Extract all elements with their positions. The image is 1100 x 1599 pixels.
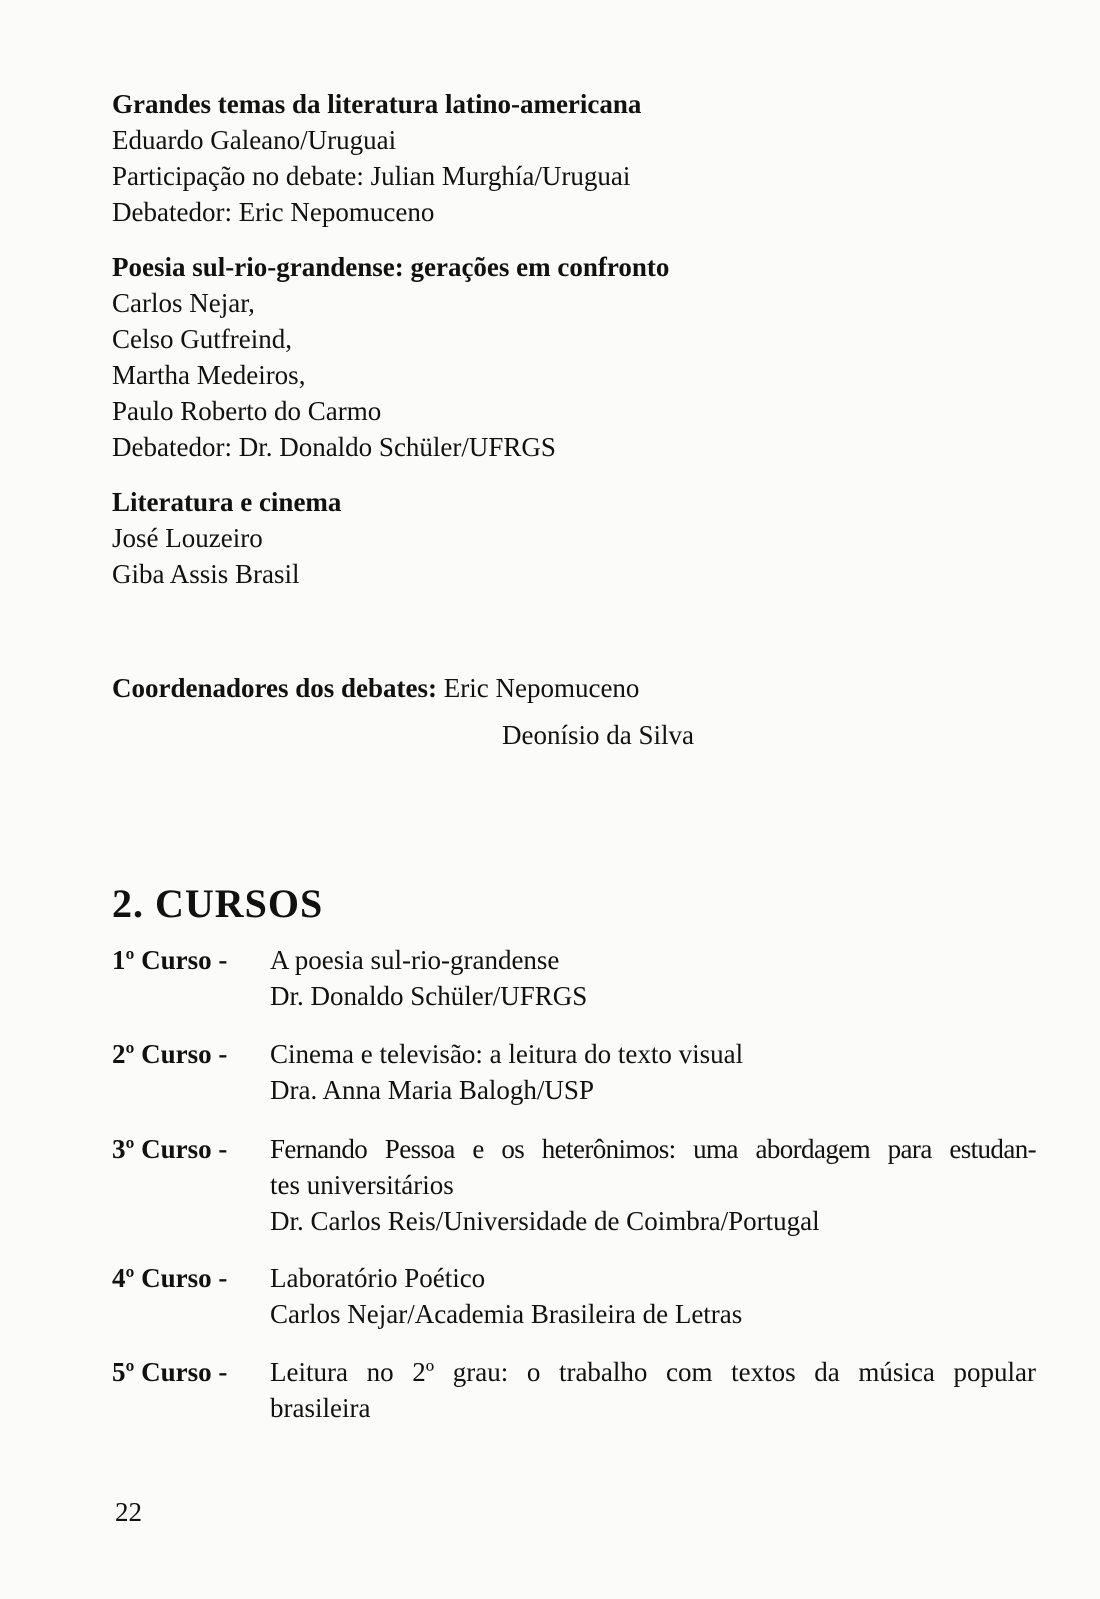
course-label: 5º Curso - — [112, 1357, 228, 1387]
coordinators-label: Coordenadores dos debates: — [112, 673, 438, 703]
course-line: tes universitários — [270, 1170, 454, 1200]
course-label: 3º Curso - — [112, 1134, 228, 1164]
course-line: Dr. Donaldo Schüler/UFRGS — [270, 981, 588, 1011]
course-label: 1º Curso - — [112, 945, 228, 975]
debate-block — [112, 86, 1042, 230]
course-item — [112, 1131, 1052, 1239]
course-label: 4º Curso - — [112, 1263, 228, 1293]
debate-line: Participação no debate: Julian Murghía/Uruguai — [112, 161, 631, 191]
debate-line: Giba Assis Brasil — [112, 559, 300, 589]
course-text — [270, 942, 1060, 1014]
debate-line: Carlos Nejar, — [112, 288, 255, 318]
course-text — [270, 1036, 1060, 1108]
debate-title: Poesia sul-rio-grandense: gerações em confronto — [112, 252, 670, 282]
course-text — [270, 1354, 1036, 1426]
course-line: Fernando Pessoa e os heterônimos: uma abordagem para estudan- — [270, 1134, 1036, 1164]
course-line: Leitura no 2º grau: o trabalho com textos da música popular — [270, 1357, 1036, 1387]
course-item — [112, 942, 1052, 1014]
debate-line: Martha Medeiros, — [112, 360, 306, 390]
course-item — [112, 1260, 1052, 1332]
debate-line: Celso Gutfreind, — [112, 324, 292, 354]
course-line: A poesia sul-rio-grandense — [270, 945, 560, 975]
course-text — [270, 1260, 1060, 1332]
course-text — [270, 1131, 1036, 1239]
course-line: Carlos Nejar/Academia Brasileira de Letras — [270, 1299, 743, 1329]
coordinator-name: Eric Nepomuceno — [443, 673, 640, 703]
course-item — [112, 1036, 1052, 1108]
course-line: Dra. Anna Maria Balogh/USP — [270, 1075, 594, 1105]
debate-line: Debatedor: Eric Nepomuceno — [112, 197, 435, 227]
debate-block — [112, 484, 1042, 592]
course-line: brasileira — [270, 1393, 371, 1423]
coordinator-name: Deonísio da Silva — [502, 720, 694, 750]
course-label: 2º Curso - — [112, 1039, 228, 1069]
debate-block — [112, 249, 1042, 465]
course-item — [112, 1354, 1052, 1426]
debate-line: José Louzeiro — [112, 523, 263, 553]
debate-line: Eduardo Galeano/Uruguai — [112, 125, 397, 155]
page-number: 22 — [115, 1497, 142, 1527]
debate-title: Literatura e cinema — [112, 487, 342, 517]
coordinators — [112, 670, 639, 706]
course-line: Laboratório Poético — [270, 1263, 486, 1293]
course-line: Cinema e televisão: a leitura do texto visual — [270, 1039, 744, 1069]
section-title: 2. CURSOS — [112, 881, 324, 926]
debate-title: Grandes temas da literatura latino-americana — [112, 89, 642, 119]
debate-line: Debatedor: Dr. Donaldo Schüler/UFRGS — [112, 432, 556, 462]
debate-line: Paulo Roberto do Carmo — [112, 396, 382, 426]
course-line: Dr. Carlos Reis/Universidade de Coimbra/Portugal — [270, 1206, 820, 1236]
